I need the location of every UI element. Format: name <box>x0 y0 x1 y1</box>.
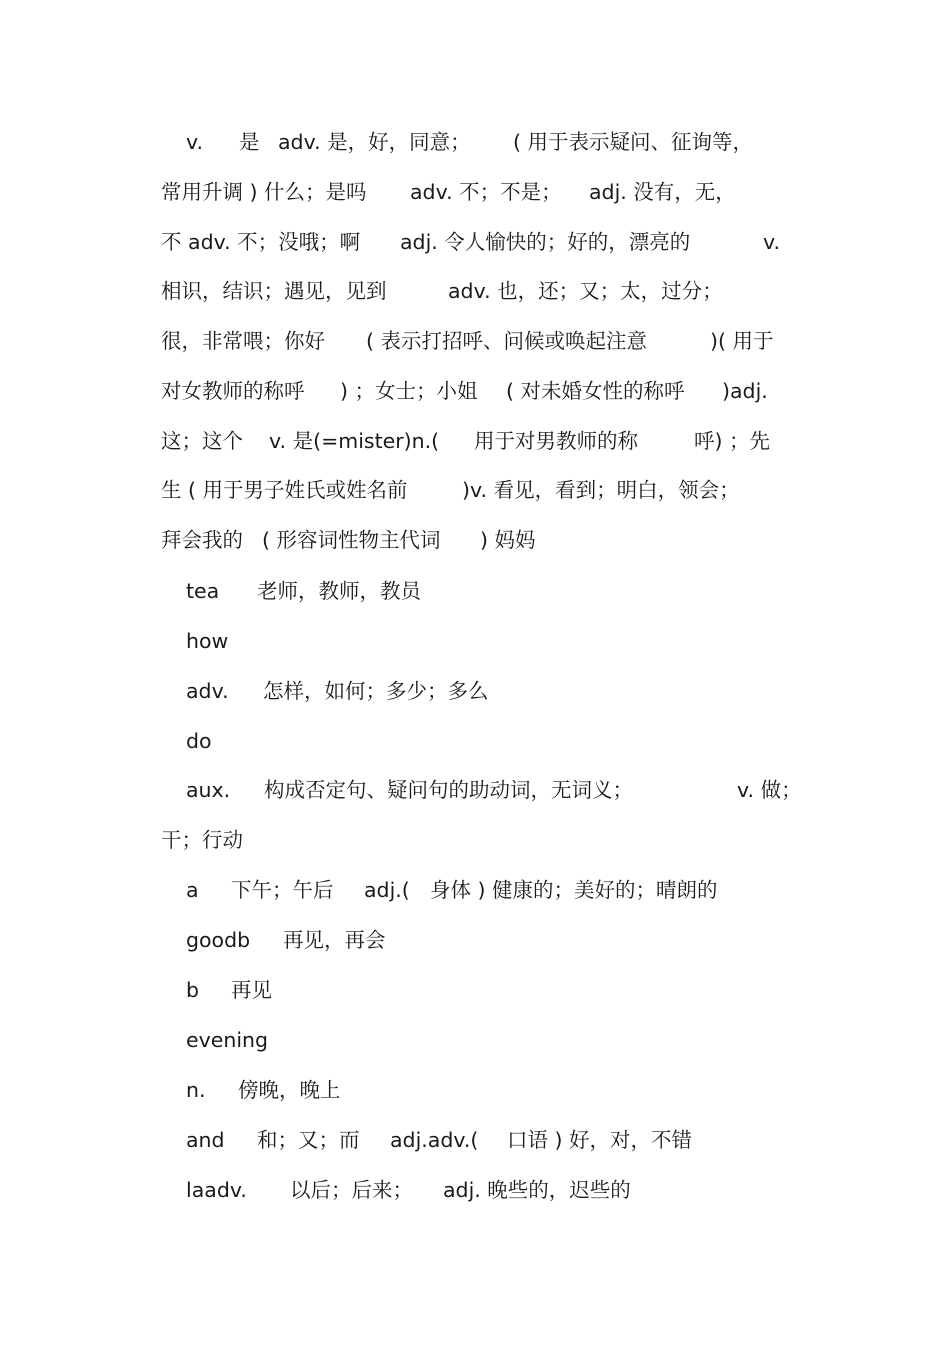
text-segment: do <box>186 729 212 753</box>
text-segment: adv. 是，好，同意； <box>278 130 471 154</box>
text-segment: 很，非常喂；你好 <box>161 329 325 353</box>
text-segment: ) ；女士；小姐 <box>340 379 478 403</box>
text-line-16 <box>0 875 950 905</box>
text-segment: how <box>186 629 229 653</box>
text-segment: adj. 令人愉快的；好的，漂亮的 <box>400 230 691 254</box>
text-line-2 <box>0 177 950 207</box>
text-segment: aux. <box>186 778 231 802</box>
text-segment: v. 是(=mister)n.( <box>269 429 440 453</box>
text-line-14 <box>0 775 950 805</box>
text-line-15 <box>0 825 950 855</box>
text-line-1 <box>0 127 950 157</box>
text-segment: 身体 ) 健康的；美好的；晴朗的 <box>430 878 718 902</box>
text-line-19 <box>0 1025 950 1055</box>
text-line-12 <box>0 676 950 706</box>
text-segment: 是 <box>239 130 260 154</box>
text-line-10 <box>0 576 950 606</box>
text-segment: adj. 晚些的，迟些的 <box>443 1178 631 1202</box>
text-segment: 和；又；而 <box>257 1128 360 1152</box>
text-segment: ( 用于表示疑问、征询等， <box>513 130 754 154</box>
text-line-18 <box>0 975 950 1005</box>
text-segment: 再见 <box>231 978 272 1002</box>
text-segment: ( 形容词性物主代词 <box>262 528 441 552</box>
text-line-22 <box>0 1175 950 1205</box>
text-segment: 拜会我的 <box>161 528 243 552</box>
text-segment: v. 做； <box>737 778 802 802</box>
text-line-13 <box>0 726 950 756</box>
text-segment: 不 adv. 不；没哦；啊 <box>161 230 361 254</box>
text-segment: 怎样，如何；多少；多么 <box>263 679 489 703</box>
text-segment: 生 ( 用于男子姓氏或姓名前 <box>161 478 408 502</box>
text-segment: 呼) ；先 <box>694 429 771 453</box>
text-line-3 <box>0 227 950 257</box>
text-segment: evening <box>186 1028 269 1052</box>
text-segment: 相识，结识；遇见，见到 <box>161 279 387 303</box>
text-segment: 傍晚，晚上 <box>238 1078 341 1102</box>
text-segment: 再见，再会 <box>283 928 386 952</box>
text-line-4 <box>0 276 950 306</box>
text-segment: 以后；后来； <box>290 1178 413 1202</box>
text-segment: v. <box>186 130 204 154</box>
text-segment: 常用升调 ) 什么；是吗 <box>161 180 367 204</box>
text-segment: 干；行动 <box>161 828 243 852</box>
text-line-20 <box>0 1075 950 1105</box>
text-segment: tea <box>186 579 220 603</box>
text-segment: adv. 不；不是； <box>410 180 562 204</box>
text-segment: adv. <box>186 679 229 703</box>
text-segment: 老师，教师，教员 <box>257 579 421 603</box>
text-segment: ) 妈妈 <box>480 528 536 552</box>
text-segment: goodb <box>186 928 251 952</box>
text-segment: )v. 看见，看到；明白，领会； <box>462 478 740 502</box>
text-segment: ( 对未婚女性的称呼 <box>506 379 685 403</box>
text-line-11 <box>0 626 950 656</box>
text-segment: laadv. <box>186 1178 247 1202</box>
text-segment: )( 用于 <box>710 329 774 353</box>
text-line-6 <box>0 376 950 406</box>
text-segment: adj.adv.( <box>390 1128 479 1152</box>
text-segment: )adj. <box>722 379 768 403</box>
text-line-17 <box>0 925 950 955</box>
text-segment: adv. 也，还；又；太，过分； <box>448 279 723 303</box>
text-segment: 用于对男教师的称 <box>474 429 638 453</box>
text-segment: 下午；午后 <box>231 878 334 902</box>
text-segment: 口语 ) 好，对，不错 <box>507 1128 693 1152</box>
text-segment: ( 表示打招呼、问候或唤起注意 <box>366 329 648 353</box>
text-line-21 <box>0 1125 950 1155</box>
text-segment: 对女教师的称呼 <box>161 379 305 403</box>
text-line-8 <box>0 475 950 505</box>
text-segment: adj. 没有，无， <box>589 180 736 204</box>
text-segment: b <box>186 978 200 1002</box>
text-segment: v. <box>763 230 781 254</box>
text-line-7 <box>0 426 950 456</box>
text-segment: n. <box>186 1078 206 1102</box>
text-segment: a <box>186 878 199 902</box>
text-segment: 构成否定句、疑问句的助动词，无词义； <box>264 778 633 802</box>
text-line-5 <box>0 326 950 356</box>
text-segment: and <box>186 1128 225 1152</box>
text-line-9 <box>0 525 950 555</box>
text-segment: adj.( <box>364 878 410 902</box>
text-segment: 这；这个 <box>161 429 243 453</box>
